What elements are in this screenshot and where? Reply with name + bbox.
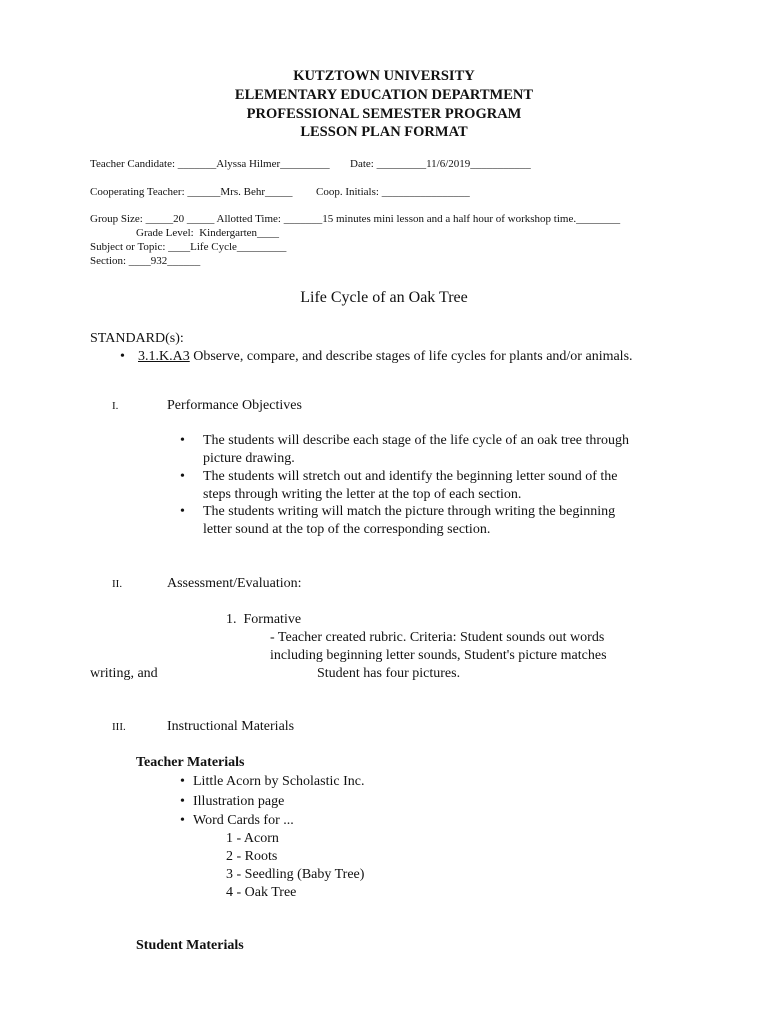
objective-2-line-1: The students will stretch out and identify the beginning letter sound of the	[203, 469, 618, 484]
teacher-item-bullet-3: •	[180, 813, 185, 828]
objective-bullet-3: •	[180, 504, 185, 519]
lesson-title: Life Cycle of an Oak Tree	[300, 289, 468, 306]
section-numeral-3: III.	[112, 721, 126, 733]
bullet-icon: •	[120, 349, 125, 364]
objective-3-line-1: The students writing will match the picture through writing the beginning	[203, 504, 616, 519]
objective-3-line-2: letter sound at the top of the corresponding section.	[203, 522, 491, 537]
section-numeral-1: I.	[112, 400, 119, 412]
teacher-item-1: Little Acorn by Scholastic Inc.	[193, 774, 365, 789]
assessment-heading: Assessment/Evaluation:	[167, 576, 302, 591]
word-card-4: 4 - Oak Tree	[226, 885, 297, 900]
objective-bullet-1: •	[180, 433, 185, 448]
objective-bullet-2: •	[180, 469, 185, 484]
section-numeral-2: II.	[112, 578, 123, 590]
header-program: PROFESSIONAL SEMESTER PROGRAM	[246, 106, 522, 122]
word-card-1: 1 - Acorn	[226, 831, 279, 846]
teacher-materials-heading: Teacher Materials	[136, 755, 245, 770]
teacher-candidate-field: Teacher Candidate: _______Alyssa Hilmer_________	[90, 158, 330, 170]
cooperating-teacher-field: Cooperating Teacher: ______Mrs. Behr_____	[90, 186, 293, 198]
standard-code-link[interactable]: 3.1.K.A3	[138, 349, 190, 364]
header-university: KUTZTOWN UNIVERSITY	[293, 68, 475, 84]
standards-heading: STANDARD(s):	[90, 331, 184, 346]
teacher-item-3: Word Cards for ...	[193, 813, 294, 828]
teacher-item-bullet-2: •	[180, 794, 185, 809]
group-size-field: Group Size: _____20 _____ Allotted Time: _______15 minutes mini lesson and a half hour of workshop time.________	[90, 213, 621, 225]
header-department: ELEMENTARY EDUCATION DEPARTMENT	[234, 87, 534, 103]
standard-text: Observe, compare, and describe stages of life cycles for plants and/or animals.	[189, 349, 633, 364]
formative-label: 1. Formative	[226, 612, 302, 627]
objective-1-line-2: picture drawing.	[203, 451, 295, 466]
section-field: Section: ____932______	[90, 255, 201, 267]
assessment-line-1: - Teacher created rubric. Criteria: Student sounds out words	[270, 630, 605, 645]
assessment-line-2: including beginning letter sounds, Student's picture matches	[270, 648, 607, 663]
teacher-item-2: Illustration page	[193, 794, 285, 809]
word-card-3: 3 - Seedling (Baby Tree)	[226, 867, 365, 882]
standard-item	[120, 349, 633, 365]
teacher-item-bullet-1: •	[180, 774, 185, 789]
assessment-line-3a: writing, and	[90, 666, 158, 681]
date-field: Date: _________11/6/2019___________	[350, 158, 531, 170]
objective-1-line-1: The students will describe each stage of the life cycle of an oak tree through	[203, 433, 630, 448]
materials-heading: Instructional Materials	[167, 719, 295, 734]
student-materials-heading: Student Materials	[136, 938, 244, 953]
subject-field: Subject or Topic: ____Life Cycle_________	[90, 241, 287, 253]
objectives-heading: Performance Objectives	[167, 398, 302, 413]
header-format: LESSON PLAN FORMAT	[300, 124, 468, 140]
objective-2-line-2: steps through writing the letter at the top of each section.	[203, 487, 522, 502]
coop-initials-field: Coop. Initials: ________________	[316, 186, 470, 198]
assessment-line-3b: Student has four pictures.	[317, 666, 461, 681]
word-card-2: 2 - Roots	[226, 849, 278, 864]
grade-level-field: Grade Level: Kindergarten____	[136, 227, 280, 239]
